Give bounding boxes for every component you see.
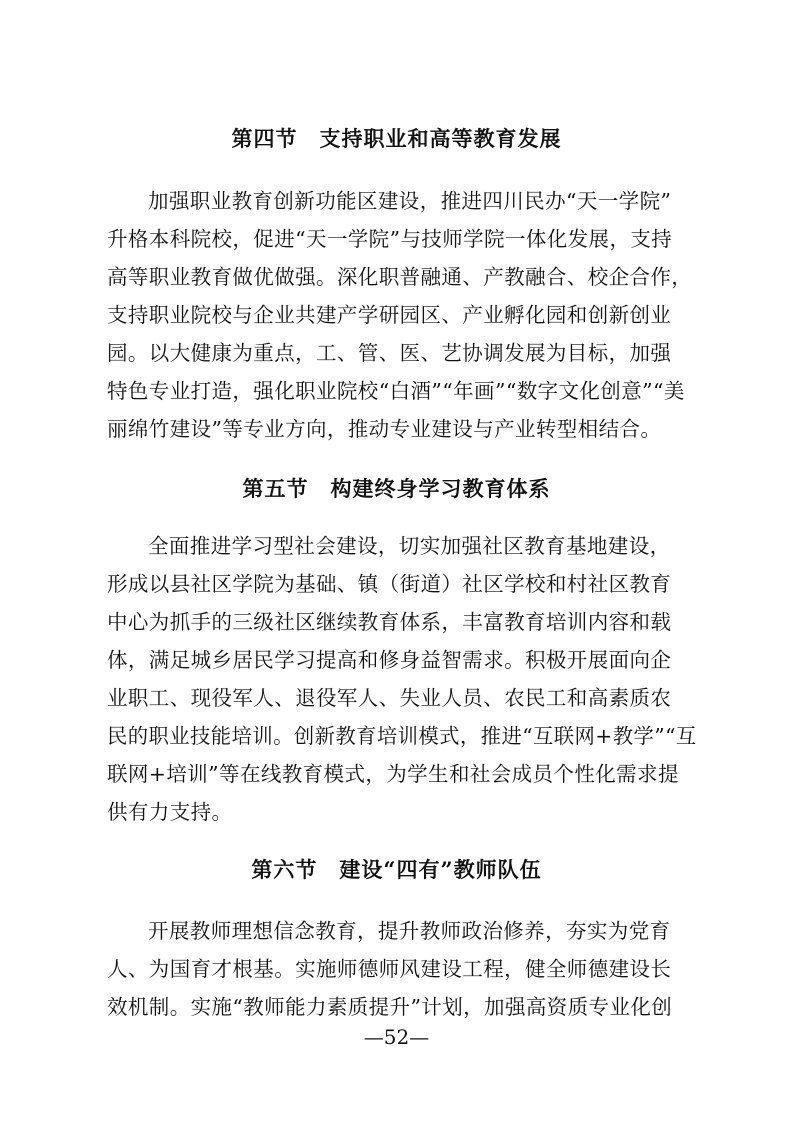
text-line: 联网+培训”等在线教育模式，为学生和社会成员个性化需求提	[107, 762, 679, 786]
text-line: 加强职业教育创新功能区建设，推进四川民办“天一学院”	[148, 189, 672, 213]
section-heading-5: 第五节 构建终身学习教育体系	[242, 476, 551, 501]
text-line: 升格本科院校，促进“天一学院”与技师学院一体化发展，支持	[107, 227, 673, 251]
text-line: 业职工、现役军人、退役军人、失业人员、农民工和高素质农	[107, 686, 672, 710]
text-line: 效机制。实施“教师能力素质提升”计划，加强高资质专业化创	[107, 995, 673, 1019]
text-line: 特色专业打造，强化职业院校“白酒”“年画”“数字文化创意”“美	[107, 379, 685, 403]
text-line: 人、为国育才根基。实施师德师风建设工程，健全师德建设长	[107, 957, 672, 981]
text-line: 全面推进学习型社会建设，切实加强社区教育基地建设，	[148, 534, 671, 558]
text-line: 民的职业技能培训。创新教育培训模式，推进“互联网+教学”“互	[107, 724, 697, 748]
text-line: 园。以大健康为重点，工、管、医、艺协调发展为目标，加强	[107, 341, 672, 365]
text-line: 支持职业院校与企业共建产学研园区、产业孵化园和创新创业	[107, 303, 672, 327]
section-heading-4: 第四节 支持职业和高等教育发展	[231, 126, 562, 151]
page-number: —52—	[363, 1025, 430, 1049]
text-line: 高等职业教育做优做强。深化职普融通、产教融合、校企合作，	[107, 265, 693, 289]
text-line: 供有力支持。	[107, 800, 233, 824]
text-line: 体，满足城乡居民学习提高和修身益智需求。积极开展面向企	[107, 648, 672, 672]
text-line: 丽绵竹建设”等专业方向，推动专业建设与产业转型相结合。	[107, 417, 662, 441]
text-line: 中心为抓手的三级社区继续教育体系，丰富教育培训内容和载	[107, 610, 672, 634]
section-heading-6: 第六节 建设“四有”教师队伍	[251, 857, 542, 882]
text-line: 形成以县社区学院为基础、镇（街道）社区学校和村社区教育	[107, 572, 672, 596]
text-line: 开展教师理想信念教育，提升教师政治修养，夯实为党育	[148, 919, 671, 943]
